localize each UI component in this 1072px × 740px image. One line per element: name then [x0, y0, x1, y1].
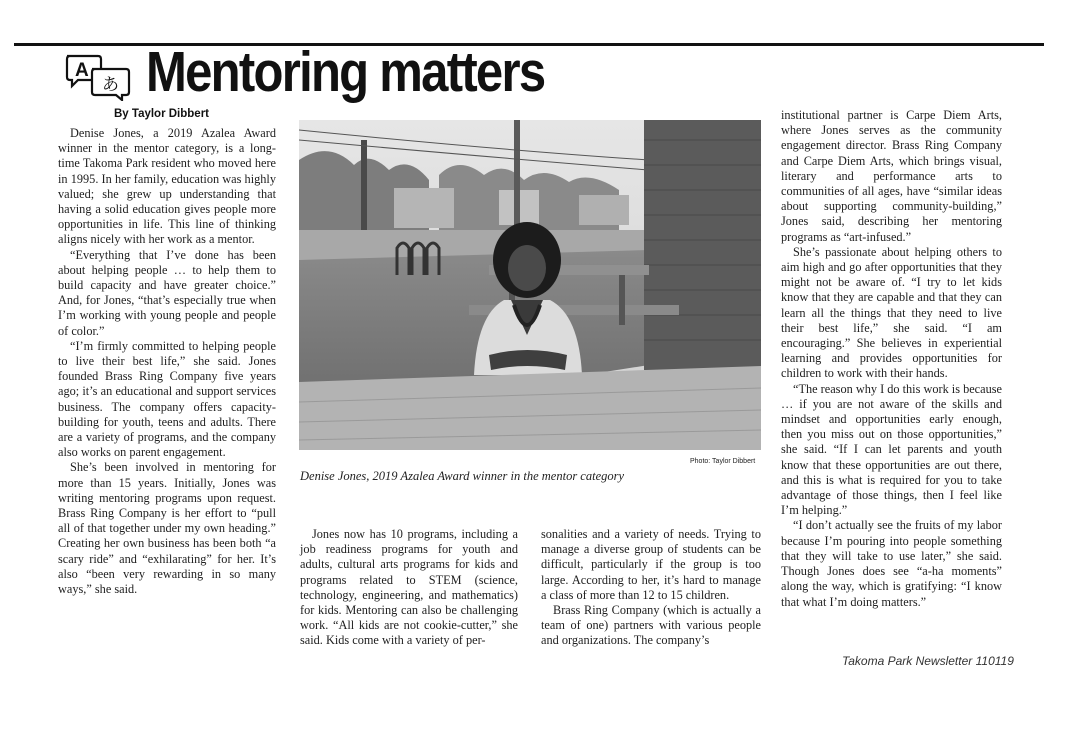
newsletter-footer: Takoma Park Newsletter 110119	[842, 654, 1014, 668]
photo-caption: Denise Jones, 2019 Azalea Award winner in the mentor category	[300, 469, 625, 483]
paragraph: “Everything that I’ve done has been about helping people … to help them to build capacity and have greater choice.” And, for Jones, “that’s especially true when I’m working with young people and people of color.”	[58, 247, 276, 338]
paragraph: Denise Jones, a 2019 Azalea Award winner in the mentor category, is a long-time Takoma Park resident who moved here in 1995. In her family, education was highly valued; she grew up understanding that having a solid education gives people more opportunities in life. This line of thinking aligns nicely with her work as a mentor.	[58, 126, 276, 247]
article-column-3	[541, 527, 761, 649]
paragraph: “I don’t actually see the fruits of my labor because I’m pouring into people something that they will take to use later,” she said. Though Jones does see “a-ha moments” along the way, which is gratifying: “I know that what I’m doing matters.”	[781, 518, 1002, 609]
paragraph: institutional partner is Carpe Diem Arts, where Jones serves as the community engagement director. Brass Ring Company and Carpe Diem Arts, which brings visual, literary and performance arts to communities of all ages, have “similar ideas about supporting community-building,” Jones said, describing her mentoring programs as “art-infused.”	[781, 108, 1002, 244]
article-column-2	[300, 527, 518, 649]
paragraph: Brass Ring Company (which is actually a team of one) partners with various people and organizations. The company’s	[541, 603, 761, 648]
headline: Mentoring matters	[146, 40, 545, 104]
paragraph: She’s passionate about helping others to aim high and go after opportunities that they might not be aware of. “I try to let kids know that they are capable and that they can learn all the things that they need to live their best life,” she said. “I am encouraging.” She believes in experiential learning and provides opportunities for children to work with their hands.	[781, 244, 1002, 381]
photo-credit: Photo: Taylor Dibbert	[690, 458, 756, 465]
paragraph: “The reason why I do this work is because … if you are not aware of the skills and mindset and opportunities early enough, then you miss out on those opportunities,” she said. “If I can let parents and youth know that these opportunities are out there, and this is what is required for you to take advantage of those things, then I feel like I’m helping.”	[781, 381, 1002, 518]
paragraph: “I’m firmly committed to helping people to live their best life,” she said. Jones founded Brass Ring Company five years ago; it’s an educational and support services business. The company offers capacity-building for youth, teens and adults. There are a variety of programs, and the company also works on parent engagement.	[58, 338, 276, 460]
article-photo	[299, 120, 761, 450]
article-column-4	[781, 108, 1002, 610]
svg-text:A: A	[75, 60, 89, 81]
paragraph: She’s been involved in mentoring for more than 15 years. Initially, Jones was writing mentoring programs upon request. Brass Ring Company is her effort to “pull all of that together under my own heading.” Creating her own business has been both “a scary ride” and “exhilarating” for her. It’s also “been very rewarding in so many ways,” she said.	[58, 460, 276, 597]
byline: By Taylor Dibbert	[114, 108, 209, 120]
article-column-1	[58, 126, 276, 597]
paragraph: Jones now has 10 programs, including a job readiness programs for youth and adults, cultural arts programs for kids and programs related to STEM (science, technology, engineering, and mathematics) for kids. Mentoring can also be challenging work. “All kids are not cookie-cutter,” she said. Kids come with a variety of per-	[300, 527, 518, 648]
photo-illustration	[299, 120, 761, 450]
paragraph: sonalities and a variety of needs. Trying to manage a diverse group of students can be difficult, particularly if the group is too large. According to her, it’s hard to manage a class of more than 12 to 15 children.	[541, 527, 761, 602]
translate-icon[interactable]	[64, 53, 134, 101]
svg-text:あ: あ	[102, 75, 119, 95]
